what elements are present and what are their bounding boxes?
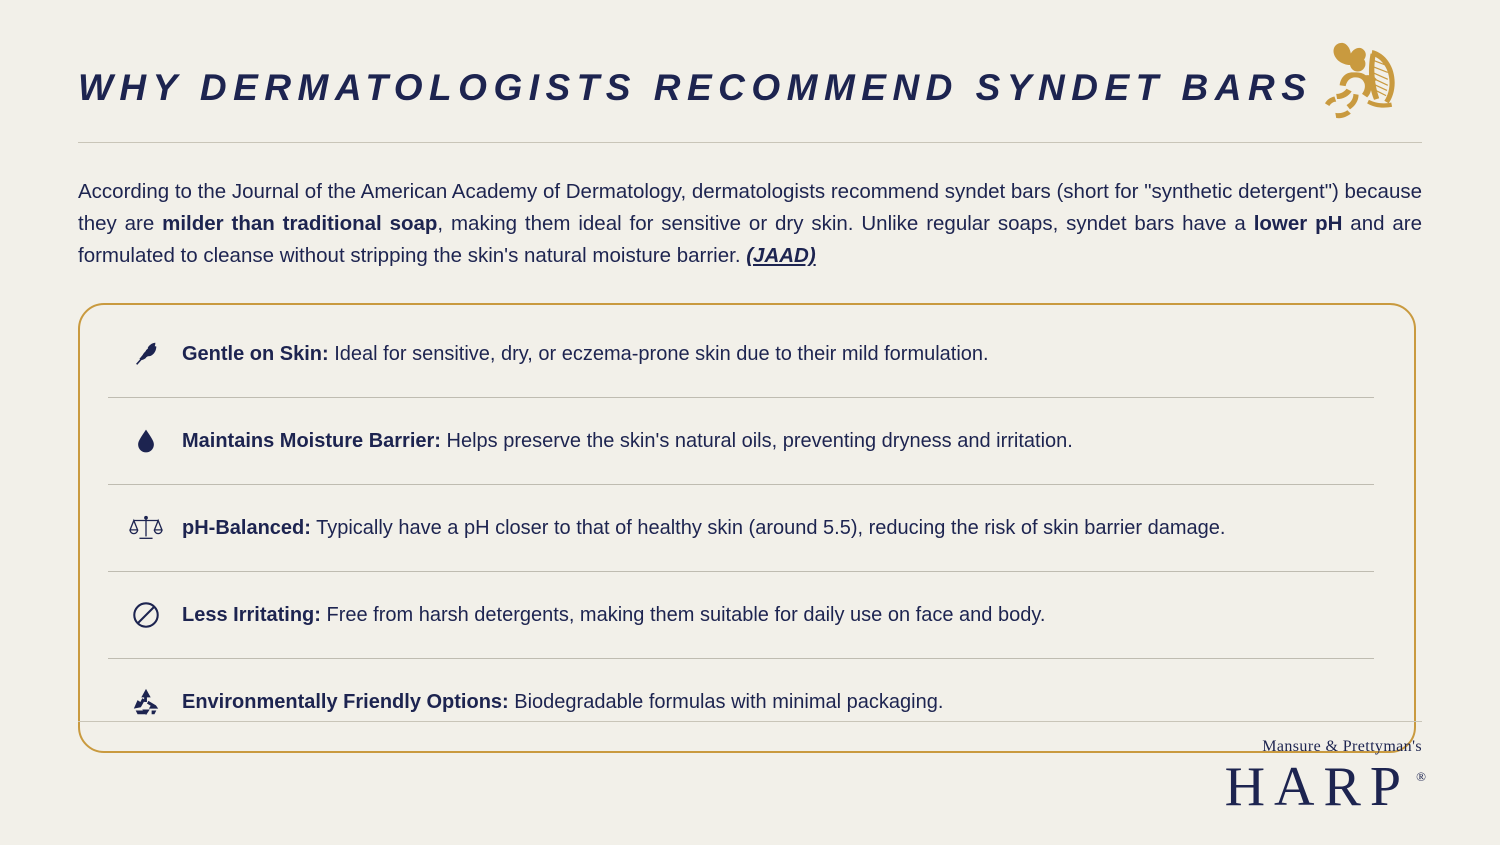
- recycle-icon: [114, 687, 178, 717]
- cherub-with-harp-icon: [1318, 38, 1406, 124]
- brand-name: HARP: [1224, 756, 1410, 819]
- benefit-row-maintains-moisture-barrier: [108, 397, 1374, 484]
- benefit-description: Typically have a pH closer to that of healthy skin (around 5.5), reducing the risk of skin barrier damage.: [310, 516, 1226, 539]
- benefit-title: Gentle on Skin:: [182, 342, 329, 365]
- benefit-row-gentle-on-skin: [108, 311, 1374, 397]
- benefit-text: [182, 514, 1225, 542]
- benefit-text: [182, 688, 943, 716]
- footer-divider: [78, 721, 1422, 722]
- brand-subtitle: Mansure & Prettyman's: [1262, 738, 1422, 756]
- brand-wordmark: [1224, 756, 1426, 819]
- benefit-title: Environmentally Friendly Options:: [182, 690, 509, 713]
- benefit-title: pH-Balanced:: [182, 516, 311, 539]
- benefits-card: [78, 303, 1416, 753]
- benefit-row-ph-balanced: [108, 484, 1374, 571]
- footer: [78, 721, 1426, 819]
- header-divider: [78, 142, 1422, 143]
- balance-scale-icon: [114, 513, 178, 543]
- intro-text-2: , making them ideal for sensitive or dry skin. Unlike regular soaps, syndet bars have a: [437, 212, 1254, 236]
- registered-mark: ®: [1416, 769, 1426, 785]
- intro-bold-2: lower pH: [1253, 212, 1343, 236]
- benefit-description: Ideal for sensitive, dry, or eczema-prone skin due to their mild formulation.: [328, 342, 989, 365]
- no-entry-icon: [114, 600, 178, 630]
- intro-bold-1: milder than traditional soap: [162, 212, 438, 236]
- benefit-description: Free from harsh detergents, making them suitable for daily use on face and body.: [320, 603, 1046, 626]
- brand-logo: [78, 738, 1426, 819]
- header: [78, 0, 1422, 142]
- intro-paragraph: [78, 176, 1422, 273]
- source-link[interactable]: (JAAD): [746, 244, 816, 268]
- benefit-text: [182, 340, 989, 368]
- benefit-title: Maintains Moisture Barrier:: [182, 429, 441, 452]
- benefit-description: Helps preserve the skin's natural oils, preventing dryness and irritation.: [440, 429, 1073, 452]
- intro-text-3: and are formulated to cleanse without stripping the skin's natural moisture barrier.: [78, 212, 1422, 268]
- leaf-icon: [114, 339, 178, 369]
- benefit-row-less-irritating: [108, 571, 1374, 658]
- intro-text-1: According to the Journal of the American Academy of Dermatology, dermatologists recommend syndet bars (short for "synthetic detergent") because they are: [78, 180, 1422, 236]
- page-title: WHY DERMATOLOGISTS RECOMMEND SYNDET BARS: [78, 66, 1313, 108]
- benefit-title: Less Irritating:: [182, 603, 321, 626]
- benefit-description: Biodegradable formulas with minimal packaging.: [508, 690, 944, 713]
- benefit-text: [182, 601, 1045, 629]
- benefit-text: [182, 427, 1073, 455]
- water-drop-icon: [114, 427, 178, 455]
